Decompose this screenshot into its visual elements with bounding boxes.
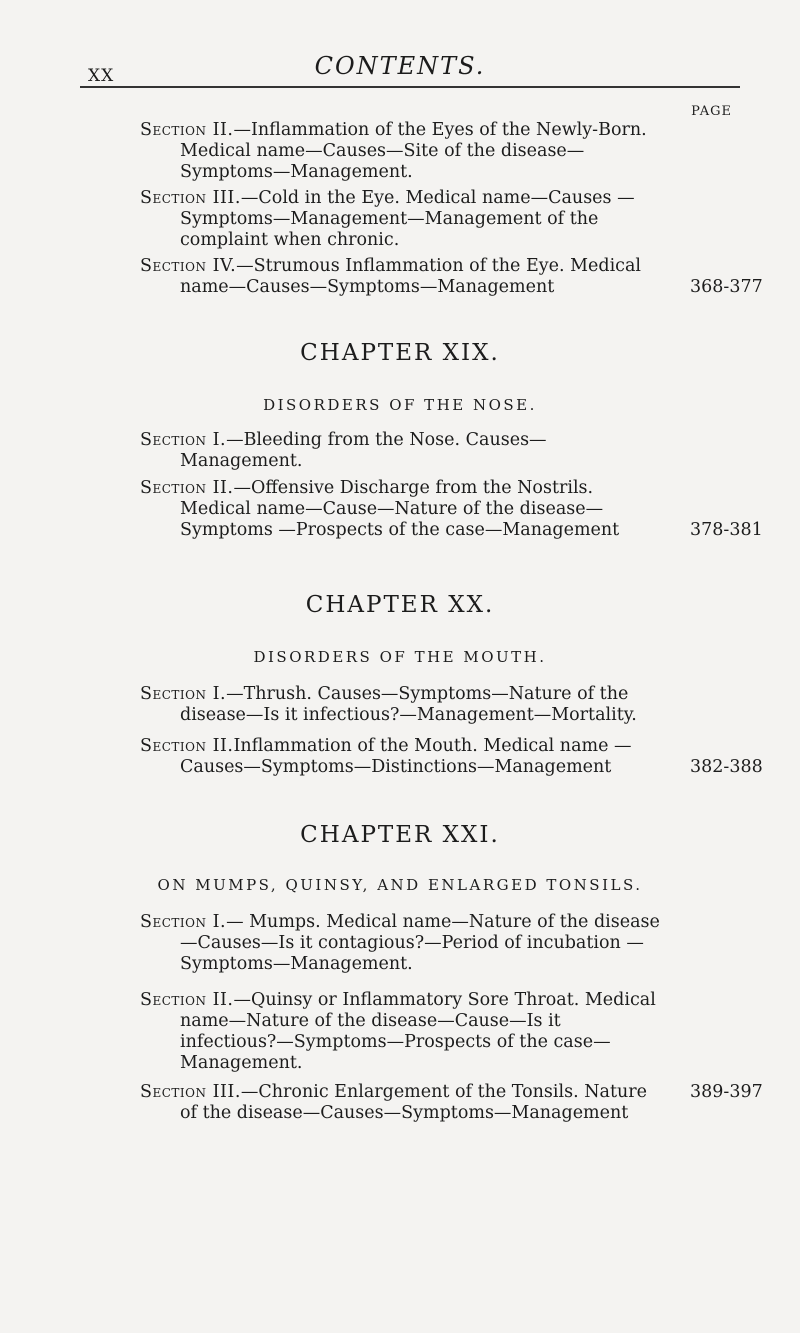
toc-entry [140, 430, 660, 472]
toc-entry [140, 188, 660, 251]
section-title: Section II. [140, 736, 234, 756]
section-title: Section III. [140, 1082, 241, 1102]
page-range: 368-377 [690, 277, 763, 297]
page-folio: XX [88, 66, 115, 86]
section-text: —Chronic Enlargement of the Tonsils. Nature of the disease—Causes—Symptoms—Management [180, 1082, 647, 1123]
toc-entry [140, 912, 660, 975]
section-text: —Strumous Inflammation of the Eye. Medical name—Causes—Symptoms—Management [180, 256, 641, 297]
section-text: —Thrush. Causes—Symptoms—Nature of the disease—Is it infectious?—Management—Mortality. [180, 684, 637, 725]
section-title: Section I. [140, 430, 227, 450]
section-title: Section I. [140, 684, 227, 704]
toc-entry [140, 256, 660, 298]
chapter-subtitle: ON MUMPS, QUINSY, AND ENLARGED TONSILS. [157, 876, 643, 894]
header-rule [80, 86, 740, 88]
running-title: CONTENTS. [314, 52, 486, 80]
toc-entry [140, 1082, 660, 1124]
toc-entry [140, 120, 660, 183]
toc-entry [140, 684, 660, 726]
page-range: 378-381 [690, 520, 763, 540]
section-title: Section I. [140, 912, 227, 932]
chapter-heading: CHAPTER XXI. [300, 822, 500, 848]
section-text: Inflammation of the Mouth. Medical name —Causes—Symptoms—Distinctions—Management [180, 736, 632, 777]
page-range: 382-388 [690, 757, 763, 777]
section-title: Section II. [140, 990, 234, 1010]
section-text: —Cold in the Eye. Medical name—Causes —Symptoms—Management—Management of the complaint when chronic. [180, 188, 635, 250]
section-title: Section II. [140, 120, 234, 140]
chapter-heading: CHAPTER XIX. [300, 340, 500, 366]
page-column-label: PAGE [691, 104, 732, 119]
section-text: —Inflammation of the Eyes of the Newly-Born. Medical name—Causes—Site of the disease—Symptoms—Management. [180, 120, 647, 182]
section-title: Section III. [140, 188, 241, 208]
section-text: —Offensive Discharge from the Nostrils. Medical name—Cause—Nature of the disease—Symptoms —Prospects of the case—Management [180, 478, 620, 540]
chapter-subtitle: DISORDERS OF THE MOUTH. [253, 648, 547, 666]
section-text: —Quinsy or Inflammatory Sore Throat. Medical name—Nature of the disease—Cause—Is it infectious?—Symptoms—Prospects of the case—Management. [180, 990, 656, 1073]
section-title: Section IV. [140, 256, 237, 276]
section-text: — Mumps. Medical name—Nature of the disease—Causes—Is it contagious?—Period of incubation —Symptoms—Management. [180, 912, 660, 974]
toc-entry [140, 478, 660, 541]
section-text: —Bleeding from the Nose. Causes—Management. [180, 430, 547, 471]
chapter-heading: CHAPTER XX. [305, 592, 495, 618]
page-range: 389-397 [690, 1082, 763, 1102]
toc-entry [140, 736, 660, 778]
section-title: Section II. [140, 478, 234, 498]
toc-entry [140, 990, 660, 1074]
chapter-subtitle: DISORDERS OF THE NOSE. [263, 396, 537, 414]
